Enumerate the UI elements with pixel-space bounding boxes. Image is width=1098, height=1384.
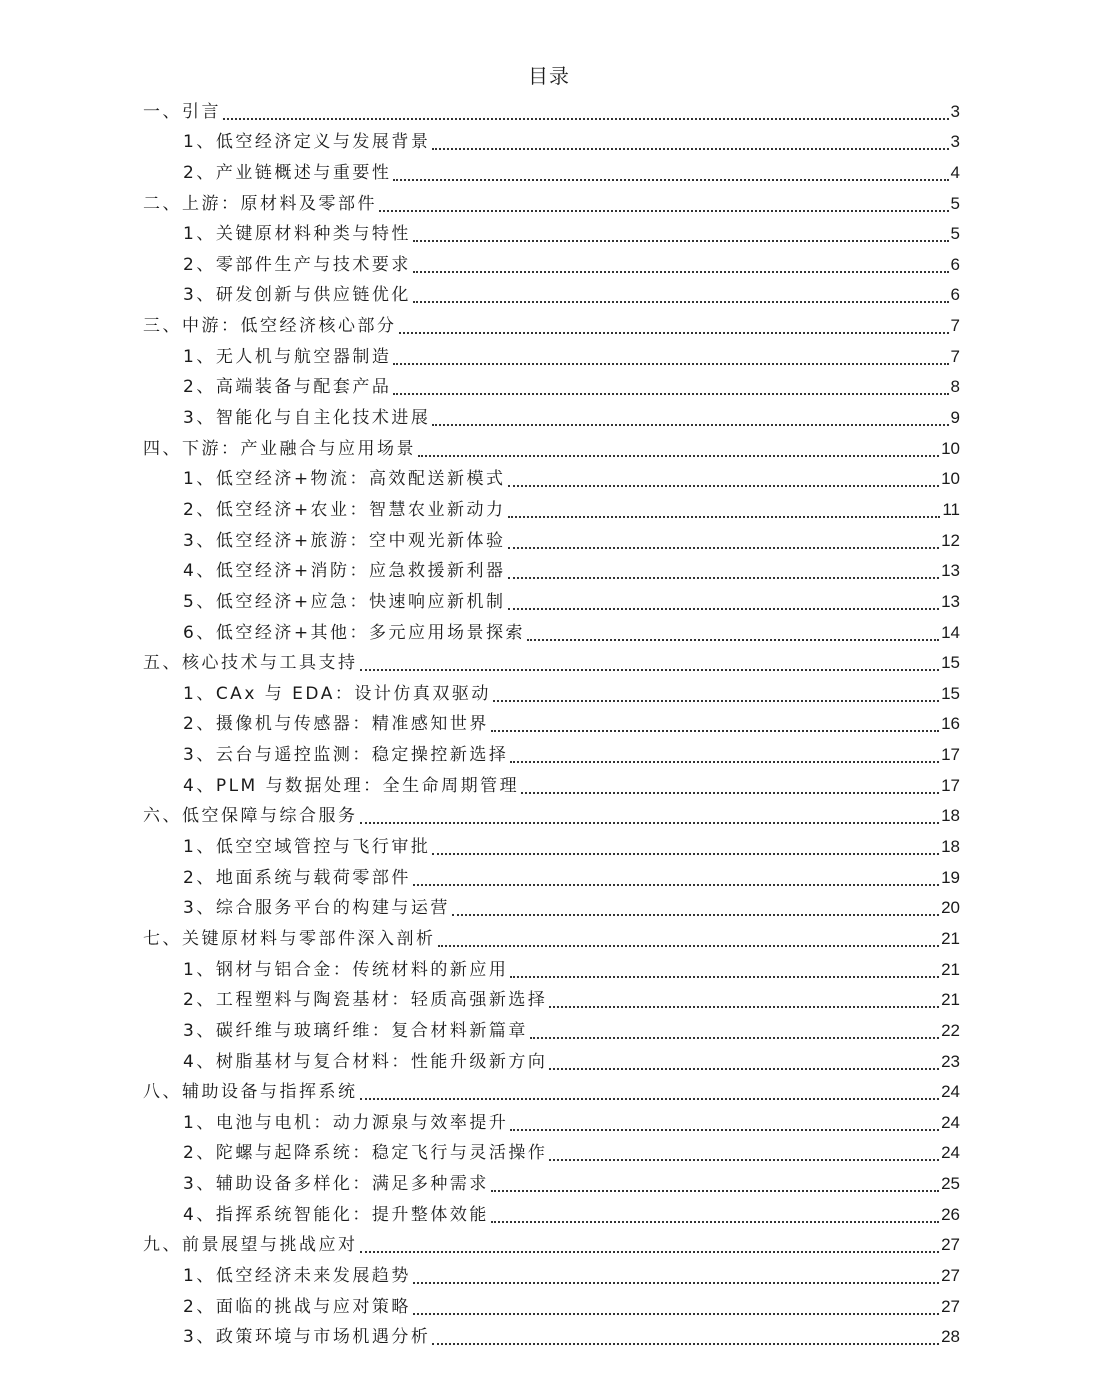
toc-page-number: 15 [941, 683, 960, 703]
toc-chapter-entry[interactable] [143, 186, 960, 217]
toc-page-number: 26 [941, 1204, 960, 1224]
toc-section-entry[interactable] [143, 983, 960, 1014]
toc-page-number: 21 [941, 928, 960, 948]
toc-page-number: 3 [950, 101, 960, 121]
toc-entry-label: 3、综合服务平台的构建与运营 [183, 898, 450, 919]
toc-section-entry[interactable] [143, 370, 960, 401]
toc-dot-leader [360, 1098, 940, 1100]
toc-entry-label: 3、研发创新与供应链优化 [183, 285, 411, 306]
toc-page-number: 27 [941, 1235, 960, 1255]
toc-dot-leader [223, 118, 949, 120]
toc-chapter-entry[interactable] [143, 431, 960, 462]
toc-entry-label: 3、辅助设备多样化：满足多种需求 [183, 1174, 489, 1195]
toc-entry-label: 3、低空经济+旅游：空中观光新体验 [183, 530, 506, 551]
toc-page-number: 22 [941, 1020, 960, 1040]
toc-entry-label: 1、无人机与航空器制造 [183, 346, 392, 367]
toc-section-entry[interactable] [143, 891, 960, 922]
toc-entry-label: 1、CAx 与 EDA：设计仿真双驱动 [183, 683, 491, 704]
toc-dot-leader [508, 577, 940, 579]
toc-dot-leader [393, 363, 948, 365]
toc-section-entry[interactable] [143, 768, 960, 799]
toc-section-entry[interactable] [143, 1044, 960, 1075]
toc-dot-leader [510, 976, 939, 978]
toc-page-number: 17 [941, 775, 960, 795]
toc-entry-label: 2、面临的挑战与应对策略 [183, 1296, 411, 1317]
toc-dot-leader [413, 301, 949, 303]
toc-section-entry[interactable] [143, 615, 960, 646]
toc-page-number: 24 [941, 1143, 960, 1163]
toc-section-entry[interactable] [143, 1320, 960, 1351]
toc-entry-label: 3、云台与遥控监测：稳定操控新选择 [183, 745, 509, 766]
toc-page-number: 21 [941, 959, 960, 979]
toc-page-number: 8 [950, 377, 960, 397]
toc-page-number: 23 [941, 1051, 960, 1071]
toc-section-entry[interactable] [143, 554, 960, 585]
toc-page-number: 15 [941, 653, 960, 673]
toc-page-number: 7 [950, 316, 960, 336]
toc-entry-label: 4、PLM 与数据处理：全生命周期管理 [183, 775, 520, 796]
toc-page-number: 16 [941, 714, 960, 734]
toc-entry-label: 1、低空经济定义与发展背景 [183, 132, 431, 153]
toc-entry-label: 2、产业链概述与重要性 [183, 162, 392, 183]
toc-dot-leader [393, 179, 948, 181]
toc-chapter-entry[interactable] [143, 308, 960, 339]
toc-dot-leader [508, 516, 941, 518]
toc-section-entry[interactable] [143, 1166, 960, 1197]
toc-dot-leader [549, 1006, 939, 1008]
toc-page-number: 24 [941, 1082, 960, 1102]
toc-entry-label: 1、低空经济+物流：高效配送新模式 [183, 469, 506, 490]
toc-entry-label: 3、碳纤维与玻璃纤维：复合材料新篇章 [183, 1020, 528, 1041]
toc-section-entry[interactable] [143, 125, 960, 156]
toc-section-entry[interactable] [143, 1105, 960, 1136]
toc-section-entry[interactable] [143, 707, 960, 738]
toc-entry-label: 1、钢材与铝合金：传统材料的新应用 [183, 959, 509, 980]
toc-section-entry[interactable] [143, 217, 960, 248]
toc-entry-label: 3、智能化与自主化技术进展 [183, 408, 431, 429]
toc-entry-label: 1、关键原材料种类与特性 [183, 224, 411, 245]
toc-section-entry[interactable] [143, 339, 960, 370]
toc-entry-label: 二、上游：原材料及零部件 [143, 193, 377, 214]
toc-entry-label: 四、下游：产业融合与应用场景 [143, 438, 416, 459]
toc-dot-leader [413, 271, 949, 273]
toc-entry-label: 6、低空经济+其他：多元应用场景探索 [183, 622, 526, 643]
toc-section-entry[interactable] [143, 155, 960, 186]
toc-dot-leader [521, 792, 939, 794]
toc-page-number: 13 [941, 591, 960, 611]
toc-page-number: 5 [950, 224, 960, 244]
toc-page-number: 27 [941, 1296, 960, 1316]
toc-title: 目录 [528, 64, 570, 88]
toc-section-entry[interactable] [143, 829, 960, 860]
toc-dot-leader [432, 853, 939, 855]
toc-dot-leader [491, 1190, 939, 1192]
toc-page-number: 10 [941, 469, 960, 489]
toc-dot-leader [491, 730, 939, 732]
toc-page-number: 9 [950, 408, 960, 428]
toc-dot-leader [438, 945, 940, 947]
toc-dot-leader [493, 700, 939, 702]
toc-dot-leader [527, 639, 939, 641]
toc-entry-label: 4、低空经济+消防：应急救援新利器 [183, 561, 506, 582]
toc-dot-leader [452, 914, 939, 916]
toc-section-entry[interactable] [143, 1136, 960, 1167]
toc-entry-label: 2、地面系统与载荷零部件 [183, 867, 411, 888]
toc-dot-leader [413, 1282, 939, 1284]
toc-page-number: 13 [941, 561, 960, 581]
toc-entry-label: 4、指挥系统智能化：提升整体效能 [183, 1204, 489, 1225]
toc-entry-label: 三、中游：低空经济核心部分 [143, 316, 397, 337]
toc-dot-leader [508, 485, 940, 487]
toc-entry-label: 2、工程塑料与陶瓷基材：轻质高强新选择 [183, 990, 548, 1011]
toc-dot-leader [508, 547, 940, 549]
toc-page-number: 25 [941, 1174, 960, 1194]
toc-page-number: 27 [941, 1265, 960, 1285]
toc-section-entry[interactable] [143, 584, 960, 615]
toc-dot-leader [360, 822, 940, 824]
toc-entry-label: 六、低空保障与综合服务 [143, 806, 358, 827]
toc-dot-leader [491, 1221, 939, 1223]
toc-chapter-entry[interactable] [143, 799, 960, 830]
toc-section-entry[interactable] [143, 1258, 960, 1289]
toc-page-number: 5 [950, 193, 960, 213]
toc-dot-leader [360, 1251, 940, 1253]
toc-dot-leader [413, 240, 949, 242]
toc-entry-label: 4、树脂基材与复合材料：性能升级新方向 [183, 1051, 548, 1072]
toc-page-number: 11 [942, 499, 960, 519]
toc-page-number: 20 [941, 898, 960, 918]
toc-page-number: 18 [941, 837, 960, 857]
toc-section-entry[interactable] [143, 278, 960, 309]
toc-chapter-entry[interactable] [143, 1228, 960, 1259]
toc-page-number: 24 [941, 1112, 960, 1132]
toc-dot-leader [393, 393, 948, 395]
toc-dot-leader [549, 1159, 939, 1161]
toc-chapter-entry[interactable] [143, 646, 960, 677]
toc-entry-label: 3、政策环境与市场机遇分析 [183, 1327, 431, 1348]
toc-page-number: 14 [941, 622, 960, 642]
toc-entry-label: 1、电池与电机：动力源泉与效率提升 [183, 1112, 509, 1133]
toc-dot-leader [432, 148, 948, 150]
toc-page-number: 12 [941, 530, 960, 550]
toc-section-entry[interactable] [143, 1289, 960, 1320]
toc-section-entry[interactable] [143, 1197, 960, 1228]
toc-section-entry[interactable] [143, 247, 960, 278]
toc-entry-label: 2、高端装备与配套产品 [183, 377, 392, 398]
toc-chapter-entry[interactable] [143, 94, 960, 125]
toc-page-number: 3 [950, 132, 960, 152]
toc-entry-label: 一、引言 [143, 101, 221, 122]
toc-dot-leader [432, 1343, 939, 1345]
toc-dot-leader [530, 1037, 939, 1039]
toc-page-number: 18 [941, 806, 960, 826]
toc-chapter-entry[interactable] [143, 1075, 960, 1106]
toc-section-entry[interactable] [143, 737, 960, 768]
toc-page-number: 19 [941, 867, 960, 887]
toc-entry-label: 八、辅助设备与指挥系统 [143, 1082, 358, 1103]
toc-dot-leader [418, 455, 939, 457]
toc-list [143, 94, 960, 1350]
toc-page-number: 21 [941, 990, 960, 1010]
toc-section-entry[interactable] [143, 952, 960, 983]
toc-dot-leader [379, 210, 949, 212]
toc-section-entry[interactable] [143, 462, 960, 493]
toc-dot-leader [549, 1068, 939, 1070]
toc-page-number: 10 [941, 438, 960, 458]
toc-dot-leader [413, 884, 939, 886]
toc-chapter-entry[interactable] [143, 921, 960, 952]
toc-section-entry[interactable] [143, 492, 960, 523]
toc-page-number: 7 [950, 346, 960, 366]
toc-entry-label: 2、零部件生产与技术要求 [183, 254, 411, 275]
toc-entry-label: 九、前景展望与挑战应对 [143, 1235, 358, 1256]
toc-dot-leader [432, 424, 948, 426]
toc-entry-label: 5、低空经济+应急：快速响应新机制 [183, 591, 506, 612]
toc-dot-leader [360, 669, 940, 671]
toc-dot-leader [508, 608, 940, 610]
toc-section-entry[interactable] [143, 1013, 960, 1044]
toc-page-number: 28 [941, 1327, 960, 1347]
toc-page-number: 17 [941, 745, 960, 765]
toc-page-number: 6 [950, 254, 960, 274]
toc-entry-label: 2、摄像机与传感器：精准感知世界 [183, 714, 489, 735]
toc-section-entry[interactable] [143, 523, 960, 554]
toc-section-entry[interactable] [143, 676, 960, 707]
toc-section-entry[interactable] [143, 860, 960, 891]
toc-dot-leader [510, 1129, 939, 1131]
toc-dot-leader [510, 761, 939, 763]
toc-page-number: 6 [950, 285, 960, 305]
toc-page-number: 4 [950, 162, 960, 182]
toc-dot-leader [399, 332, 949, 334]
toc-entry-label: 2、低空经济+农业：智慧农业新动力 [183, 499, 506, 520]
toc-dot-leader [413, 1313, 939, 1315]
toc-entry-label: 五、核心技术与工具支持 [143, 653, 358, 674]
toc-entry-label: 1、低空空域管控与飞行审批 [183, 837, 431, 858]
toc-entry-label: 2、陀螺与起降系统：稳定飞行与灵活操作 [183, 1143, 548, 1164]
toc-entry-label: 七、关键原材料与零部件深入剖析 [143, 928, 436, 949]
toc-entry-label: 1、低空经济未来发展趋势 [183, 1265, 411, 1286]
toc-section-entry[interactable] [143, 400, 960, 431]
